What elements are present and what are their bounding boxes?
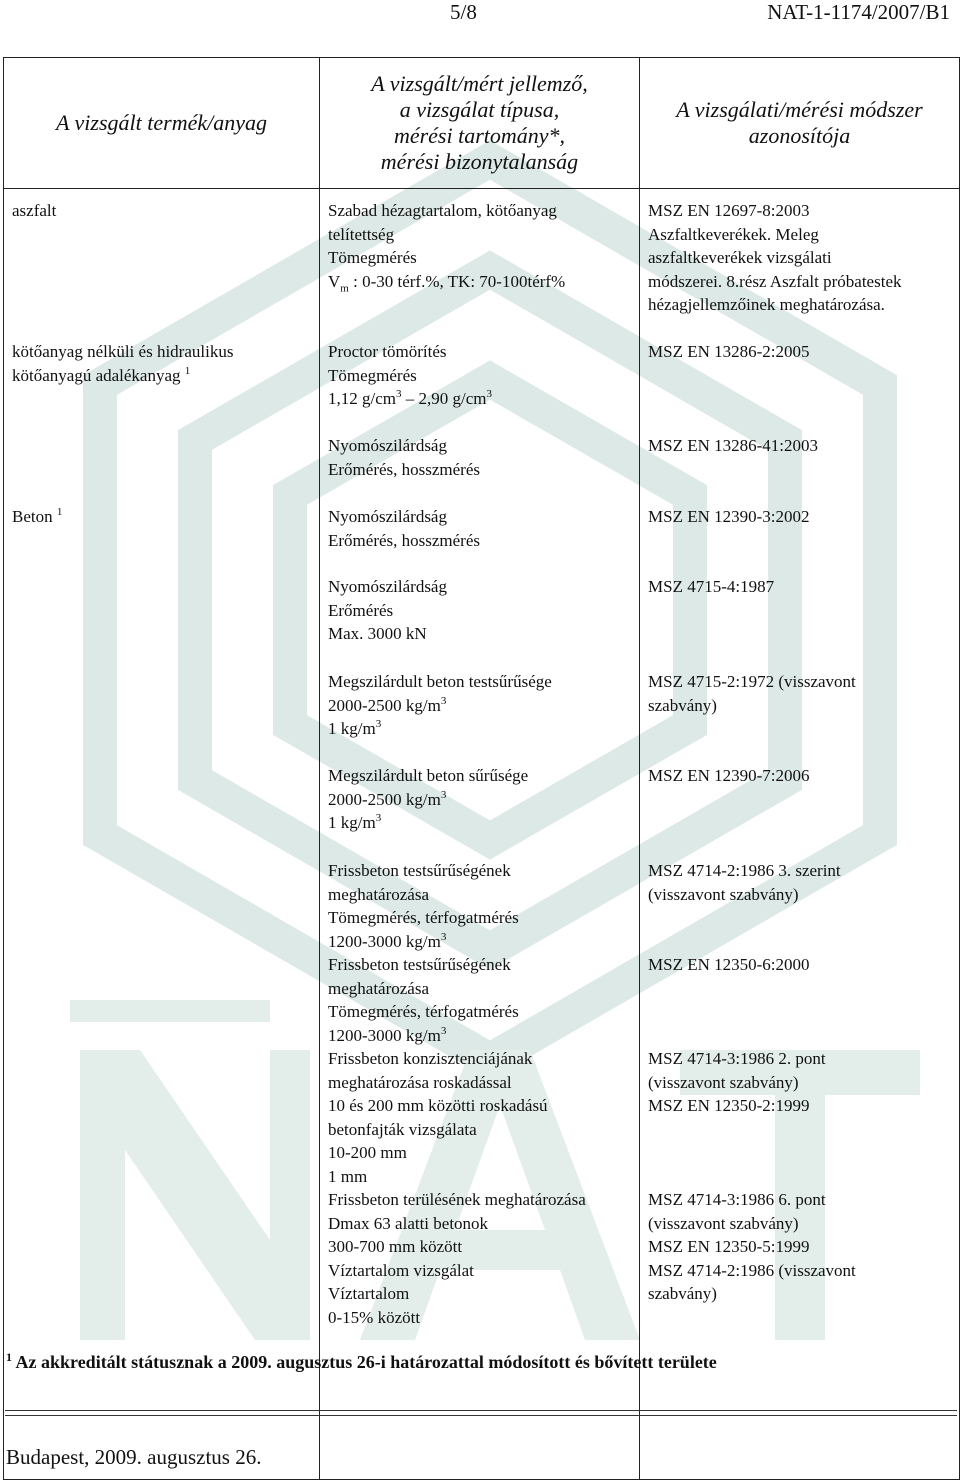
page-number: 5/8 — [450, 0, 477, 24]
footer-place-date: Budapest, 2009. augusztus 26. — [6, 1445, 262, 1469]
method-8: MSZ 4714-2:1986 3. szerint (visszavont szabvány) — [648, 861, 841, 904]
table-body-row — [4, 189, 960, 1480]
characteristic-8: Frissbeton testsűrűségének meghatározása Tömegmérés, térfogatmérés 1200-3000 $kg/m^3$ — [328, 861, 519, 951]
characteristic-3: Nyomószilárdság Erőmérés, hosszmérés — [328, 436, 481, 479]
characteristic-9: Frissbeton testsűrűségének meghatározása Tömegmérés, térfogatmérés 1200-3000 $kg/m^3$ — [328, 955, 519, 1045]
product-column — [4, 189, 320, 1480]
characteristic-5: Nyomószilárdság Erőmérés Max. 3000 kN — [328, 577, 447, 644]
characteristic-column — [320, 189, 640, 1480]
header-characteristic: A vizsgált/mért jellemző, a vizsgálat típusa, mérési tartomány*, mérési bizonytalanság — [320, 58, 640, 189]
method-11: MSZ 4714-3:1986 6. pont (visszavont szabvány) MSZ EN 12350-5:1999 MSZ 4714-2:1986 (visszavont szabvány) — [648, 1190, 856, 1304]
method-6: MSZ 4715-2:1972 (visszavont szabvány) — [648, 672, 856, 715]
product-aggregate: kötőanyag nélküli és hidraulikus kötőanyagú adalékanyag $^1$ — [12, 342, 234, 385]
method-4: MSZ EN 12390-3:2002 — [648, 507, 810, 526]
method-5: MSZ 4715-4:1987 — [648, 577, 775, 596]
method-3: MSZ EN 13286-41:2003 — [648, 436, 818, 455]
table-header-row — [4, 58, 960, 189]
product-concrete: Beton $^1$ — [12, 506, 63, 526]
method-1: MSZ EN 12697-8:2003 Aszfaltkeverékek. Meleg aszfaltkeverékek vizsgálati módszerei. 8.rész Aszfalt próbatestek hézagjellemzőinek meghatározása. — [648, 201, 902, 315]
product-asphalt: aszfalt — [12, 201, 57, 220]
method-2: MSZ EN 13286-2:2005 — [648, 342, 810, 361]
method-column — [640, 189, 960, 1480]
characteristic-4: Nyomószilárdság Erőmérés, hosszmérés — [328, 507, 481, 550]
accreditation-table — [3, 57, 960, 1480]
footnote-marker: 1 — [6, 1350, 12, 1364]
document-id: NAT-1-1174/2007/B1 — [767, 0, 950, 24]
footnote — [6, 1352, 717, 1373]
header-product: A vizsgált termék/anyag — [4, 58, 320, 189]
characteristic-1: Szabad hézagtartalom, kötőanyag telítettség Tömegmérés $V_m$ : 0-30 térf.%, TK: 70-100térf% — [328, 201, 566, 295]
footer-divider-2 — [5, 1415, 957, 1416]
characteristic-10: Frissbeton konzisztenciájának meghatározása roskadással 10 és 200 mm közötti roskadású betonfajták vizsgálata 10-200 mm 1 mm — [328, 1049, 548, 1186]
method-10: MSZ 4714-3:1986 2. pont (visszavont szabvány) MSZ EN 12350-2:1999 — [648, 1049, 826, 1116]
method-7: MSZ EN 12390-7:2006 — [648, 766, 810, 785]
header-method: A vizsgálati/mérési módszer azonosítója — [640, 58, 960, 189]
characteristic-6: Megszilárdult beton testsűrűsége 2000-2500 $kg/m^3$ 1 $kg/m^3$ — [328, 672, 552, 739]
characteristic-2: Proctor tömörítés Tömegmérés 1,12 $g/cm^3 - 2,90$ $g/cm^3$ — [328, 342, 492, 409]
footnote-text: Az akkreditált státusznak a 2009. augusztus 26-i határozattal módosított és bővített területe — [15, 1352, 717, 1372]
characteristic-11: Frissbeton terülésének meghatározása Dmax 63 alatti betonok 300-700 mm között Víztartalom vizsgálat Víztartalom 0-15% között — [328, 1190, 586, 1327]
characteristic-7: Megszilárdult beton sűrűsége 2000-2500 $kg/m^3$ 1 $kg/m^3$ — [328, 766, 529, 833]
footer-divider — [5, 1410, 957, 1411]
method-9: MSZ EN 12350-6:2000 — [648, 955, 810, 974]
